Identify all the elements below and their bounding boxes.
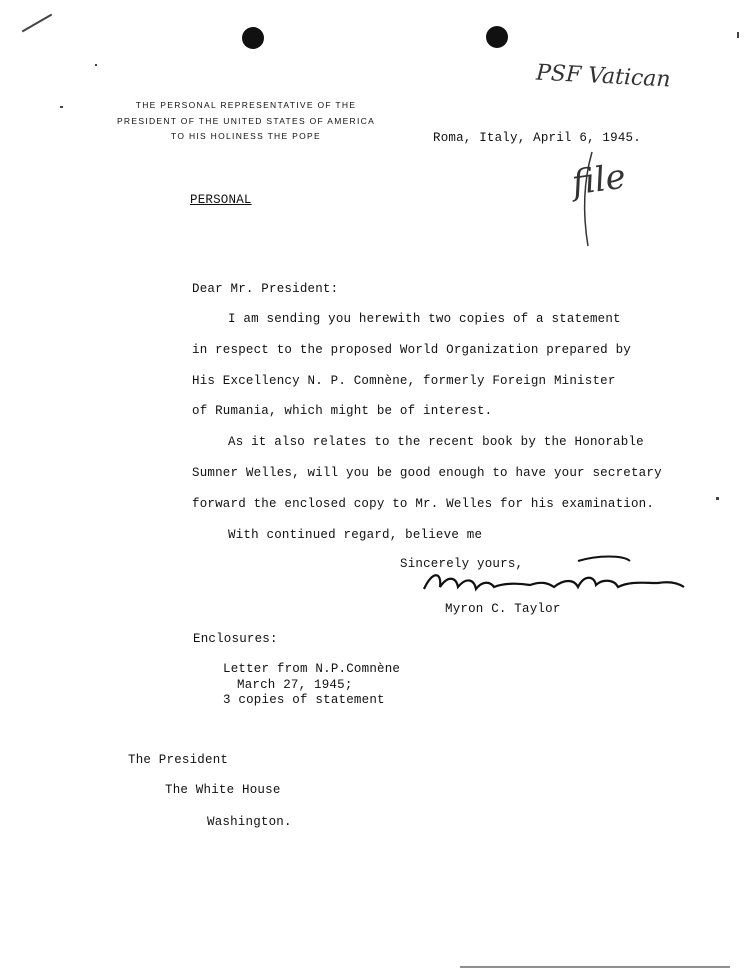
punch-hole-right [486, 26, 508, 48]
scan-mark [95, 64, 97, 66]
closing: Sincerely yours, [400, 557, 524, 571]
enclosure-item: 3 copies of statement [223, 693, 385, 707]
body-line: As it also relates to the recent book by the Honorable [228, 435, 644, 449]
enclosure-item: March 27, 1945; [237, 678, 353, 692]
handwritten-file-annotation: PSF Vatican [535, 60, 672, 93]
body-line: With continued regard, believe me [228, 528, 483, 542]
letterhead-line-2: PRESIDENT OF THE UNITED STATES OF AMERICA [116, 115, 376, 126]
file-mark-stroke [578, 150, 608, 250]
address-line: The White House [165, 783, 281, 797]
scan-mark [737, 32, 739, 38]
body-line: I am sending you herewith two copies of a statement [228, 312, 621, 326]
scan-mark [60, 106, 63, 108]
scan-mark [716, 497, 719, 500]
address-line: Washington. [207, 815, 292, 829]
salutation: Dear Mr. President: [192, 282, 339, 296]
body-line: in respect to the proposed World Organization prepared by [192, 343, 631, 357]
signer-name: Myron C. Taylor [445, 602, 561, 616]
punch-hole-left [242, 27, 264, 49]
body-line: forward the enclosed copy to Mr. Welles for his examination. [192, 497, 655, 511]
address-line: The President [128, 753, 229, 767]
body-line: His Excellency N. P. Comnène, formerly Foreign Minister [192, 374, 616, 388]
classification-label: PERSONAL [190, 193, 252, 207]
letterhead [96, 98, 396, 145]
handwritten-file-mark: file [569, 156, 629, 204]
enclosures-label: Enclosures: [193, 632, 278, 646]
enclosure-item: Letter from N.P.Comnène [223, 662, 401, 676]
handwritten-signature [418, 553, 688, 601]
scan-mark [460, 966, 730, 968]
body-line: of Rumania, which might be of interest. [192, 404, 493, 418]
letterhead-line-1: THE PERSONAL REPRESENTATIVE OF THE [135, 100, 357, 110]
letterhead-line-3: TO HIS HOLINESS THE POPE [171, 131, 321, 141]
scan-mark [22, 14, 52, 33]
dateline: Roma, Italy, April 6, 1945. [433, 131, 641, 145]
body-line: Sumner Welles, will you be good enough to have your secretary [192, 466, 662, 480]
